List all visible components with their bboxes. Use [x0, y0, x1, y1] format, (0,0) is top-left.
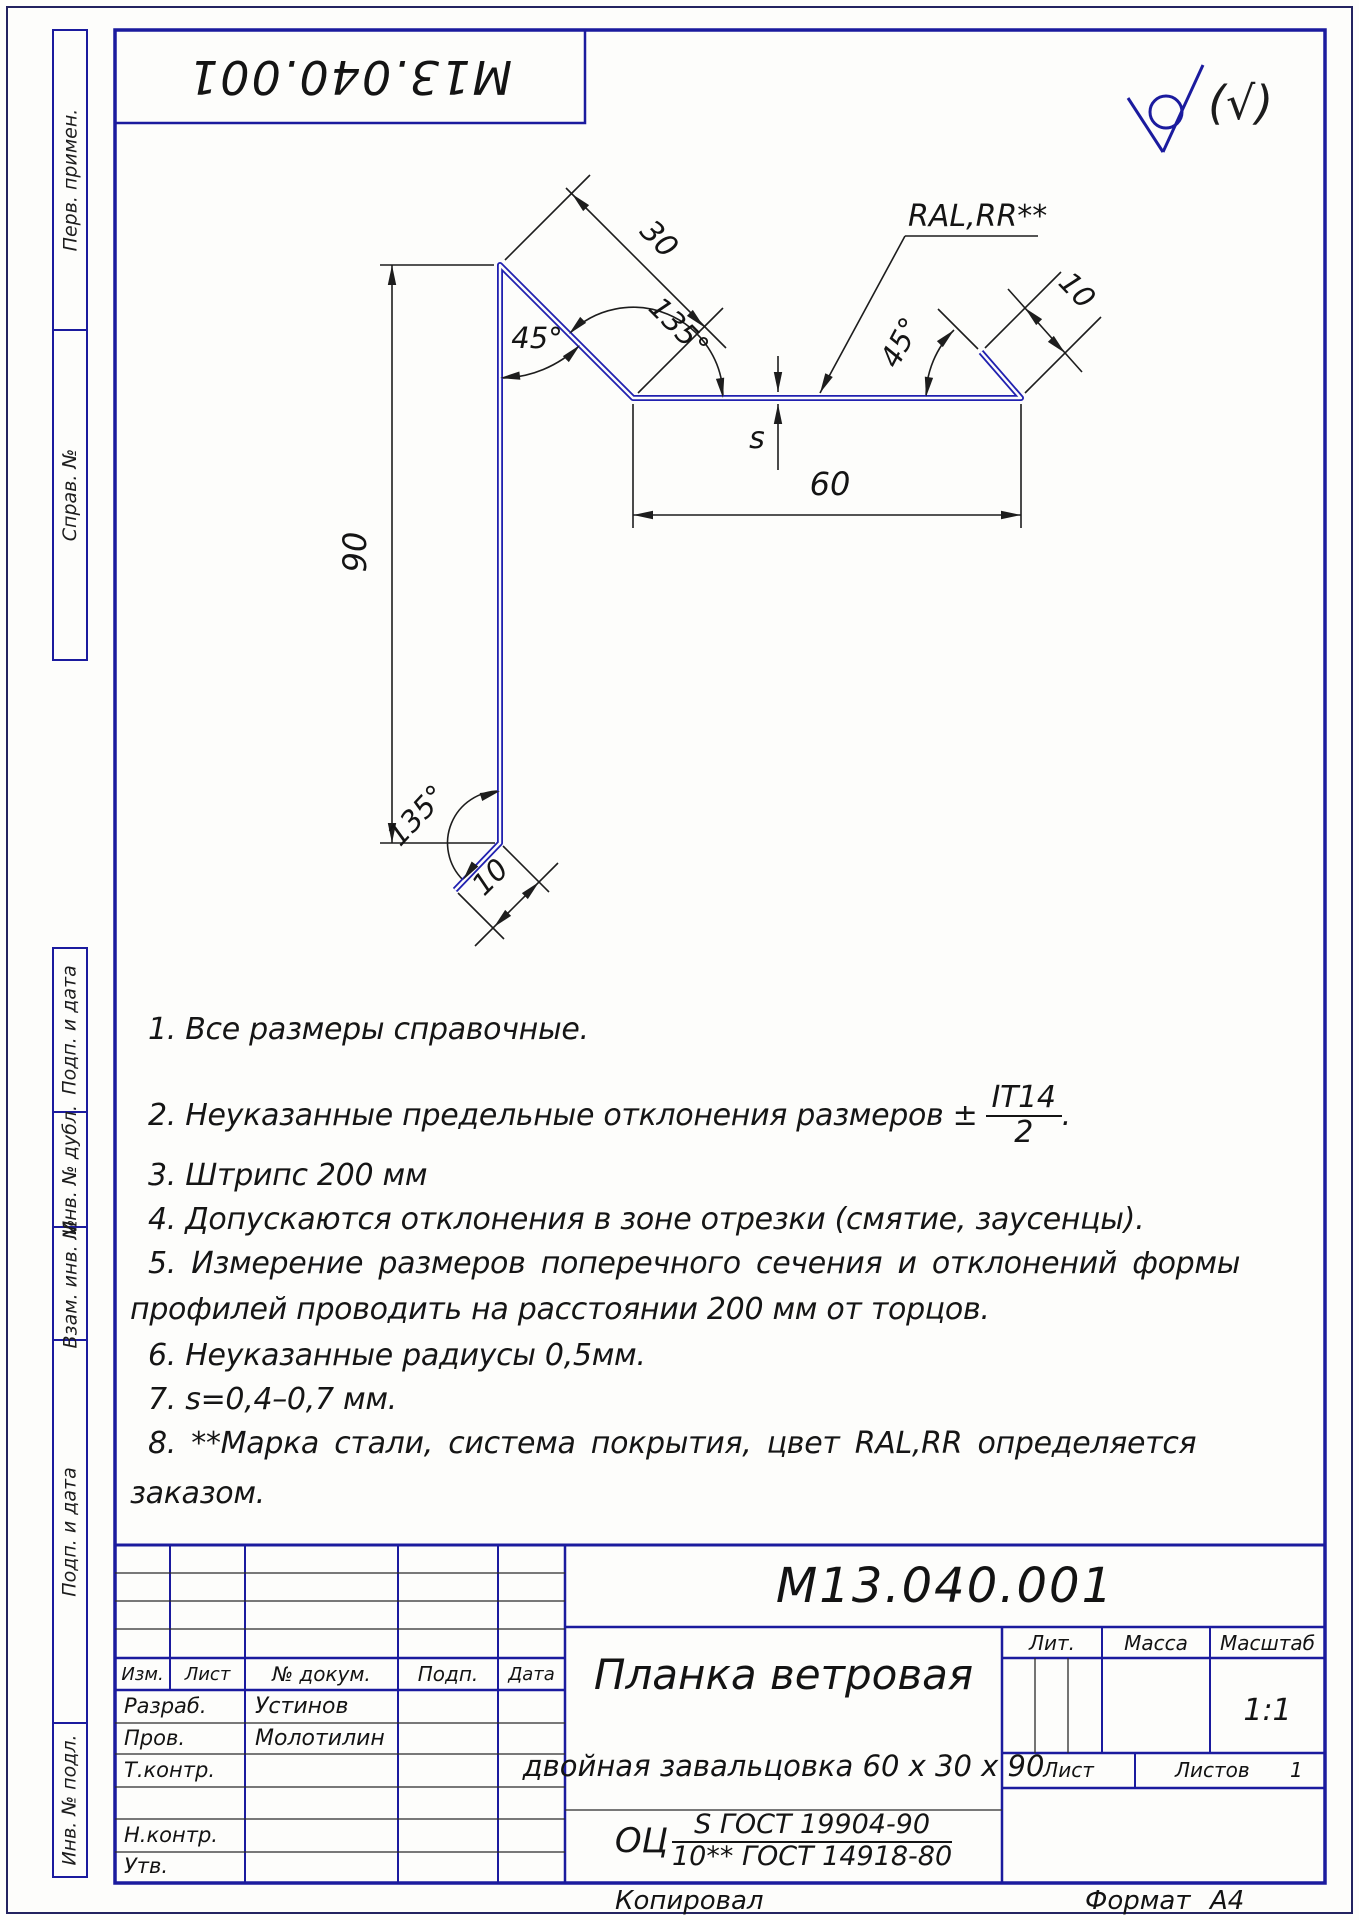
row-checker-label: Пров. [124, 1726, 186, 1750]
note-7: 7. s=0,4–0,7 мм. [148, 1382, 397, 1417]
dimension-lines [380, 175, 1101, 946]
col-list: Лист [184, 1663, 231, 1685]
margin-label-text: Перв. примен. [59, 108, 82, 252]
margin-label-podp-data-1 [53, 948, 87, 1112]
margin-label-text: Подп. и дата [59, 1466, 81, 1597]
material-top: S ГОСТ 19904-90 [672, 1811, 952, 1842]
margin-label-text: Подп. и дата [59, 965, 81, 1095]
mass-label: Масса [1124, 1630, 1188, 1655]
dim-s: s [749, 421, 765, 456]
note-5: 5. Измерение размеров поперечного сечения и отклонений формы [148, 1246, 1241, 1281]
doc-designation: М13.040.001 [775, 1558, 1115, 1614]
footer-copied: Копировал [615, 1886, 764, 1916]
margin-label-text: Взам. инв. № [59, 1218, 82, 1349]
row-tcontrol-label: Т.контр. [124, 1758, 216, 1782]
note-2-frac-top: IT14 [986, 1082, 1062, 1117]
material-bottom: 10** ГОСТ 14918-80 [672, 1840, 953, 1872]
row-developer-name: Устинов [255, 1694, 349, 1719]
note-2-text: 2. Неуказанные предельные отклонения размеров ± [148, 1097, 978, 1133]
dim-45-top: 45° [511, 321, 563, 355]
dimension-arrows [388, 194, 1065, 927]
row-developer-label: Разраб. [124, 1694, 207, 1718]
margin-label-text: Справ. № [59, 448, 81, 542]
note-2-frac-bottom: 2 [1014, 1114, 1033, 1150]
part-name-sub: двойная завальцовка 60 х 30 х 90 [522, 1749, 1045, 1783]
margin-label-perv-primen [53, 30, 87, 330]
scale-label: Масштаб [1219, 1630, 1316, 1655]
sheets-label: Листов [1175, 1758, 1250, 1782]
dim-10-right: 10 [1052, 264, 1103, 316]
margin-label-vzam-inv [53, 1218, 87, 1349]
footer-format-value: А4 [1210, 1886, 1245, 1916]
dim-135-top: 135° [642, 290, 716, 364]
sheet-label: Лист [1043, 1758, 1094, 1782]
margin-label-podp-data-2 [53, 1340, 87, 1723]
stamp-designation [115, 30, 585, 123]
margin-label-inv-podl [53, 1723, 87, 1877]
dim-30: 30 [632, 213, 685, 266]
col-izm: Изм. [121, 1663, 164, 1685]
note-8-cont: заказом. [130, 1476, 265, 1511]
footer-format-label: Формат [1085, 1886, 1191, 1916]
roughness-icon [1128, 65, 1203, 152]
leader-ral-rr: RAL,RR** [908, 199, 1048, 234]
note-4: 4. Допускаются отклонения в зоне отрезки (смятие, заусенцы). [148, 1202, 1145, 1237]
row-approver-label: Утв. [124, 1854, 169, 1878]
roughness-mark: (√) [1208, 76, 1274, 130]
scale-value: 1:1 [1243, 1692, 1292, 1728]
dim-135-bottom: 135° [380, 778, 453, 853]
row-ncontrol-label: Н.контр. [124, 1823, 218, 1847]
note-1: 1. Все размеры справочные. [148, 1012, 589, 1047]
note-2 [148, 1082, 1071, 1148]
lit-label: Лит. [1028, 1630, 1076, 1655]
margin-label-text: Инв. № подл. [59, 1734, 81, 1866]
col-date: Дата [508, 1663, 555, 1685]
dim-90: 90 [336, 531, 374, 573]
note-2-period: . [1061, 1097, 1071, 1133]
note-5-cont: профилей проводить на расстоянии 200 мм от торцов. [130, 1292, 990, 1327]
margin-label-sprav-no [53, 330, 87, 660]
dimension-labels [336, 199, 1102, 902]
part-name: Планка ветровая [593, 1649, 974, 1699]
row-checker-name: Молотилин [255, 1726, 385, 1751]
stamp-designation-text: М13.040.001 [187, 49, 513, 104]
note-3: 3. Штрипс 200 мм [148, 1158, 428, 1193]
dim-10-bottom: 10 [464, 851, 515, 902]
note-6: 6. Неуказанные радиусы 0,5мм. [148, 1338, 646, 1373]
material-prefix: ОЦ [614, 1821, 668, 1861]
margin-label-text: Инв. № дубл. [59, 1104, 81, 1235]
profile-outline [455, 265, 1021, 890]
material-cell [565, 1800, 1002, 1882]
dim-60: 60 [809, 465, 851, 503]
note-8: 8. **Марка стали, система покрытия, цвет RAL,RR определяется [148, 1426, 1197, 1461]
margin-label-inv-dubl [53, 1104, 87, 1235]
col-doc: № докум. [272, 1662, 371, 1686]
sheets-count: 1 [1290, 1758, 1303, 1782]
dim-45-right: 45° [873, 311, 928, 373]
col-sign: Подп. [417, 1662, 479, 1686]
